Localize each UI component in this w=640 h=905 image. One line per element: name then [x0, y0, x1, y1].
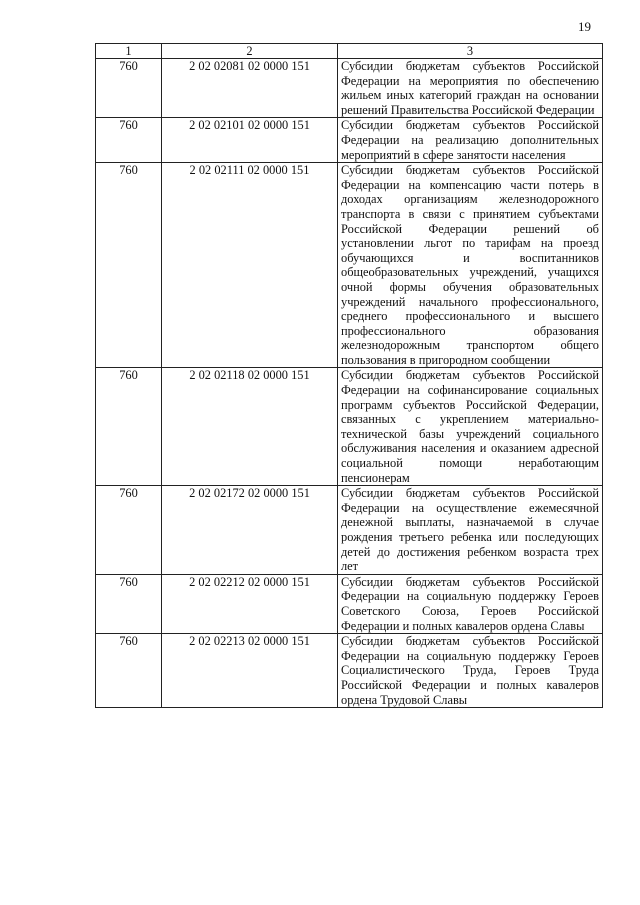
revenue-name-cell: Субсидии бюджетам субъектов Российской Федерации на социальную поддержку Героев Социалистического Труда, Героев Труда Российской Федерации и полных кавалеров ордена Трудовой Славы: [338, 634, 603, 708]
table-row: [96, 59, 603, 118]
page-number: 19: [578, 19, 591, 34]
kbk-code-cell: 2 02 02081 02 0000 151: [162, 59, 338, 118]
kbk-code-cell: 2 02 02213 02 0000 151: [162, 634, 338, 708]
admin-code-cell: 760: [96, 634, 162, 708]
kbk-code-cell: 2 02 02212 02 0000 151: [162, 574, 338, 633]
table-row: [96, 486, 603, 575]
budget-codes-table: [95, 43, 603, 708]
column-header-2: 2: [162, 44, 338, 59]
revenue-name-cell: Субсидии бюджетам субъектов Российской Федерации на мероприятия по обеспечению жильем иных категорий граждан на основании решений Правительства Российской Федерации: [338, 59, 603, 118]
column-header-1: 1: [96, 44, 162, 59]
table-row: [96, 574, 603, 633]
admin-code-cell: 760: [96, 163, 162, 368]
kbk-code-cell: 2 02 02111 02 0000 151: [162, 163, 338, 368]
kbk-code-cell: 2 02 02101 02 0000 151: [162, 118, 338, 163]
kbk-code-cell: 2 02 02118 02 0000 151: [162, 368, 338, 486]
admin-code-cell: 760: [96, 59, 162, 118]
admin-code-cell: 760: [96, 118, 162, 163]
admin-code-cell: 760: [96, 368, 162, 486]
table-row: [96, 163, 603, 368]
revenue-name-cell: Субсидии бюджетам субъектов Российской Федерации на компенсацию части потерь в доходах организациям железнодорожного транспорта в связи с принятием субъектами Российской Федерации решений об установлении льгот по тарифам на проезд обучающихся и воспитанников общеобразовательных учреждений, учащихся очной формы обучения образовательных учреждений начального профессионального, среднего профессионального и высшего профессионального образования железнодорожным транспортом общего пользования в пригородном сообщении: [338, 163, 603, 368]
table-row: [96, 368, 603, 486]
kbk-code-cell: 2 02 02172 02 0000 151: [162, 486, 338, 575]
header-row: [96, 44, 603, 59]
revenue-name-cell: Субсидии бюджетам субъектов Российской Федерации на осуществление ежемесячной денежной выплаты, назначаемой в случае рождения третьего ребенка или последующих детей до достижения ребенком возраста трех лет: [338, 486, 603, 575]
column-header-3: 3: [338, 44, 603, 59]
table-header: [96, 44, 603, 59]
table-body: [96, 59, 603, 708]
admin-code-cell: 760: [96, 486, 162, 575]
table-row: [96, 118, 603, 163]
revenue-name-cell: Субсидии бюджетам субъектов Российской Федерации на софинансирование социальных программ субъектов Российской Федерации, связанных с укреплением материально-технической базы учреждений социального обслуживания населения и оказанием адресной социальной помощи неработающим пенсионерам: [338, 368, 603, 486]
admin-code-cell: 760: [96, 574, 162, 633]
revenue-name-cell: Субсидии бюджетам субъектов Российской Федерации на социальную поддержку Героев Советского Союза, Героев Российской Федерации и полных кавалеров ордена Славы: [338, 574, 603, 633]
revenue-name-cell: Субсидии бюджетам субъектов Российской Федерации на реализацию дополнительных мероприятий в сфере занятости населения: [338, 118, 603, 163]
table-row: [96, 634, 603, 708]
